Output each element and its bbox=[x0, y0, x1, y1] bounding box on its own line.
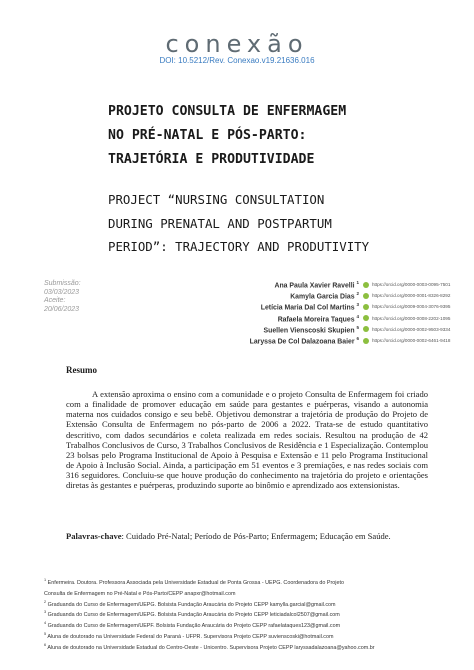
author-name: Kamyla Garcia Dias $^2$ bbox=[290, 291, 359, 301]
author-row bbox=[154, 279, 454, 290]
author-name: Rafaela Moreira Taques $^4$ bbox=[277, 313, 359, 323]
author-row bbox=[154, 324, 454, 335]
footnote: Consulta de Enfermagem no Pré-Natal e Pós-Parto/CEPP anapxr@hotmail.com bbox=[44, 590, 236, 597]
footnote: $^5$ Aluna de doutorado na Universidade Federal do Paraná - UFPR. Supervisora Projeto CEPP suvienscoski@hotmail.com bbox=[44, 631, 334, 640]
footnote: $^1$ Enfermeira. Doutora. Professora Associada pela Universidade Estadual de Ponta Grossa - UEPG. Coordenadora do Projeto bbox=[44, 578, 344, 586]
orcid-icon[interactable] bbox=[363, 293, 369, 299]
orcid-link[interactable]: https://orcid.org/0000-0002-9503-9334 bbox=[372, 326, 451, 332]
orcid-link[interactable]: https://orcid.org/0000-0002-6461-9418 bbox=[372, 338, 451, 344]
title-pt-line: TRAJETÓRIA E PRODUTIVIDADE bbox=[108, 152, 315, 167]
title-english bbox=[108, 188, 448, 259]
submission-dates bbox=[44, 280, 81, 314]
orcid-link[interactable]: https://orcid.org/0000-0008-2202-1095 bbox=[372, 315, 451, 321]
footnote: $^6$ Aluna de doutorado na Universidade Estadual do Centro-Oeste - Unicentro. Supervisora Projeto CEPP laryssadalazoana@yahoo.com.br bbox=[44, 642, 375, 651]
title-en-line: PROJECT “NURSING CONSULTATION bbox=[108, 192, 325, 207]
author-row bbox=[154, 290, 454, 301]
abstract-heading: Resumo bbox=[66, 365, 97, 375]
submitted-label: Submissão: bbox=[44, 280, 81, 287]
author-row bbox=[154, 313, 454, 324]
abstract-text: A extensão aproxima o ensino com a comunidade e o projeto Consulta de Enfermagem foi criado com a finalidade de promover educação em saúde para gestantes e puérperas, visando a autonomia materna nos cuidados consigo e seu bebê. Objetivou demonstrar a trajetória de produção do Projeto de Extensão Consulta de Enfermagem no pós-parto de 2006 a 2022. Trata-se de estudo quantitativo descritivo, com dados secundários e coleta realizada em redes sociais. Resultou na produção de 42 Trabalhos Conclusivos de Curso, 3 Trabalhos Conclusivos de Residência e 1 Especialização. Contemplou 23 bolsas pelo Programa Institucional de Apoio à Pesquisa e Extensão e 11 pelo Programa Institucional de Apoio à Inclusão Social. Ainda, a participação em 51 eventos e 3 premiações, e nas redes sociais com 316 seguidores. Concluiu-se que houve produção do conhecimento na trajetória do projeto e orientações diretas às gestantes e puérperas, produzindo suporte ao binômio e aprendizado aos extensionistas. bbox=[66, 389, 428, 491]
orcid-link[interactable]: https://orcid.org/0000-0003-0095-7501 bbox=[372, 282, 451, 288]
keywords-text: : Cuidado Pré-Natal; Período de Pós-Parto; Enfermagem; Educação em Saúde. bbox=[121, 531, 391, 541]
author-row bbox=[154, 301, 454, 312]
author-name: Letícia Maria Dal Col Martins $^3$ bbox=[260, 302, 359, 312]
author-list bbox=[154, 279, 454, 346]
keywords-label: Palavras-chave bbox=[66, 531, 122, 541]
author-name: Laryssa De Col Dalazoana Baier $^6$ bbox=[249, 335, 359, 346]
author-row bbox=[154, 335, 454, 346]
footnote: $^3$ Graduanda do Curso de Enfermagem/UEPG. Bolsista Fundação Araucária do Projeto CEPP leticiadalcol2507@gmail.com bbox=[44, 610, 340, 619]
orcid-link[interactable]: https://orcid.org/0009-0004-3076-9395 bbox=[372, 304, 451, 310]
title-portuguese bbox=[108, 100, 448, 172]
footnotes bbox=[44, 576, 444, 652]
orcid-link[interactable]: https://orcid.org/0000-0001-8326-8292 bbox=[372, 293, 451, 299]
orcid-icon[interactable] bbox=[363, 282, 369, 288]
author-name: Ana Paula Xavier Ravelli $^1$ bbox=[274, 279, 359, 290]
submitted-date: 03/03/2023 bbox=[44, 288, 80, 296]
keywords bbox=[66, 531, 436, 541]
orcid-icon[interactable] bbox=[363, 326, 369, 332]
orcid-icon[interactable] bbox=[363, 315, 369, 321]
footnote: $^2$ Graduanda do Curso de Enfermagem/UEPG. Bolsista Fundação Araucária do Projeto CEPP kamylla.garcial@gmail.com bbox=[44, 599, 336, 608]
doi-link[interactable]: DOI: 10.5212/Rev. Conexao.v19.21636.016 bbox=[159, 56, 315, 65]
orcid-icon[interactable] bbox=[363, 304, 369, 310]
title-pt-line: NO PRÉ-NATAL E PÓS-PARTO: bbox=[108, 128, 307, 143]
title-en-line: PERIOD”: TRAJECTORY AND PRODUTIVITY bbox=[108, 239, 370, 254]
title-pt-line: PROJETO CONSULTA DE ENFERMAGEM bbox=[108, 104, 347, 119]
accepted-date: 20/06/2023 bbox=[44, 305, 80, 313]
journal-logo: conexão bbox=[165, 30, 309, 58]
author-name: Suellen Vienscoski Skupien $^5$ bbox=[263, 324, 359, 334]
title-en-line: DURING PRENATAL AND POSTPARTUM bbox=[108, 215, 332, 231]
footnote: $^4$ Graduanda do Curso de Enfermagem/UEPF. Bolsista Fundação Araucária do Projeto CEPP rafaelataques123@gmail.com bbox=[44, 621, 341, 629]
accepted-label: Aceite: bbox=[44, 297, 66, 305]
orcid-icon[interactable] bbox=[363, 338, 369, 344]
